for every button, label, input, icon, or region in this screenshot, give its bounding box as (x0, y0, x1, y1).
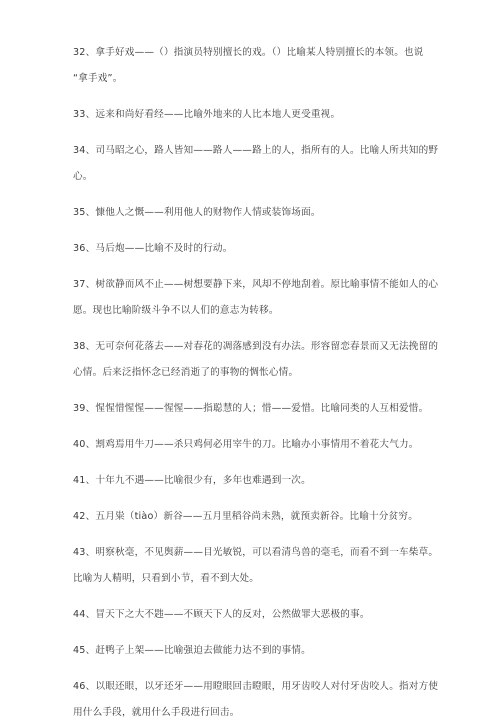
list-item (73, 138, 453, 190)
list-item (73, 236, 453, 262)
entry-text-line: 40、割鸡焉用牛刀——杀只鸡何必用宰牛的刀。比喻办小事情用不着花大气力。 (73, 439, 419, 450)
list-item (73, 468, 453, 494)
entry-text-line: 35、慷他人之慨——利用他人的财物作人情或装饰场面。 (73, 207, 321, 218)
list-item (73, 540, 453, 592)
list-item (73, 200, 453, 226)
list-item (73, 396, 453, 422)
list-item (73, 102, 453, 128)
entry-text-line: 45、赶鸭子上架——比喻强迫去做能力达不到的事情。 (73, 645, 311, 656)
entry-text-line: 43、明察秋毫，不见舆薪——目光敏锐，可以看清鸟兽的毫毛，而看不到一车柴草。 (73, 547, 439, 558)
entry-text-line: 33、远来和尚好看经——比喻外地来的人比本地人更受重视。 (73, 109, 341, 120)
list-item (73, 674, 453, 726)
entry-text-line: 36、马后炮——比喻不及时的行动。 (73, 243, 233, 254)
entry-text-line: 32、拿手好戏——（）指演员特别擅长的戏。（）比喻某人特别擅长的本领。也说 (73, 47, 424, 58)
list-item (73, 334, 453, 386)
entry-text-line: 心。 (73, 171, 93, 182)
entry-text-line: 34、司马昭之心，路人皆知——路人——路上的人，指所有的人。比喻人所共知的野 (73, 145, 439, 156)
entry-text-line: 39、惺惺惜惺惺——惺惺——指聪慧的人；惜——爱惜。比喻同类的人互相爱惜。 (73, 403, 429, 414)
idiom-list (73, 40, 453, 726)
entry-text-line: “拿手戏”。 (73, 73, 123, 84)
entry-text-line: 44、冒天下之大不韪——不顾天下人的反对，公然做罪大恶极的事。 (73, 609, 370, 620)
list-item (73, 40, 453, 92)
entry-text-line: 41、十年九不遇——比喻很少有，多年也难遇到一次。 (73, 475, 311, 486)
entry-text-line: 用什么手段，就用什么手段进行回击。 (73, 707, 240, 718)
list-item (73, 504, 453, 530)
list-item (73, 432, 453, 458)
entry-text-line: 42、五月粜（tiào）新谷——五月里稻谷尚未熟，就预卖新谷。比喻十分贫穷。 (73, 511, 418, 522)
entry-text-line: 46、以眼还眼，以牙还牙——用瞪眼回击瞪眼，用牙齿咬人对付牙齿咬人。指对方使 (73, 681, 439, 692)
entry-text-line: 比喻为人精明，只看到小节，看不到大处。 (73, 573, 260, 584)
entry-text-line: 37、树欲静而风不止——树想要静下来，风却不停地刮着。原比喻事情不能如人的心 (73, 279, 439, 290)
list-item (73, 272, 453, 324)
entry-text-line: 38、无可奈何花落去——对春花的凋落感到没有办法。形容留恋春景而又无法挽留的 (73, 341, 439, 352)
entry-text-line: 愿。现也比喻阶级斗争不以人们的意志为转移。 (73, 305, 279, 316)
list-item (73, 638, 453, 664)
list-item (73, 602, 453, 628)
entry-text-line: 心情。后来泛指怀念已经消逝了的事物的惆怅心情。 (73, 367, 299, 378)
